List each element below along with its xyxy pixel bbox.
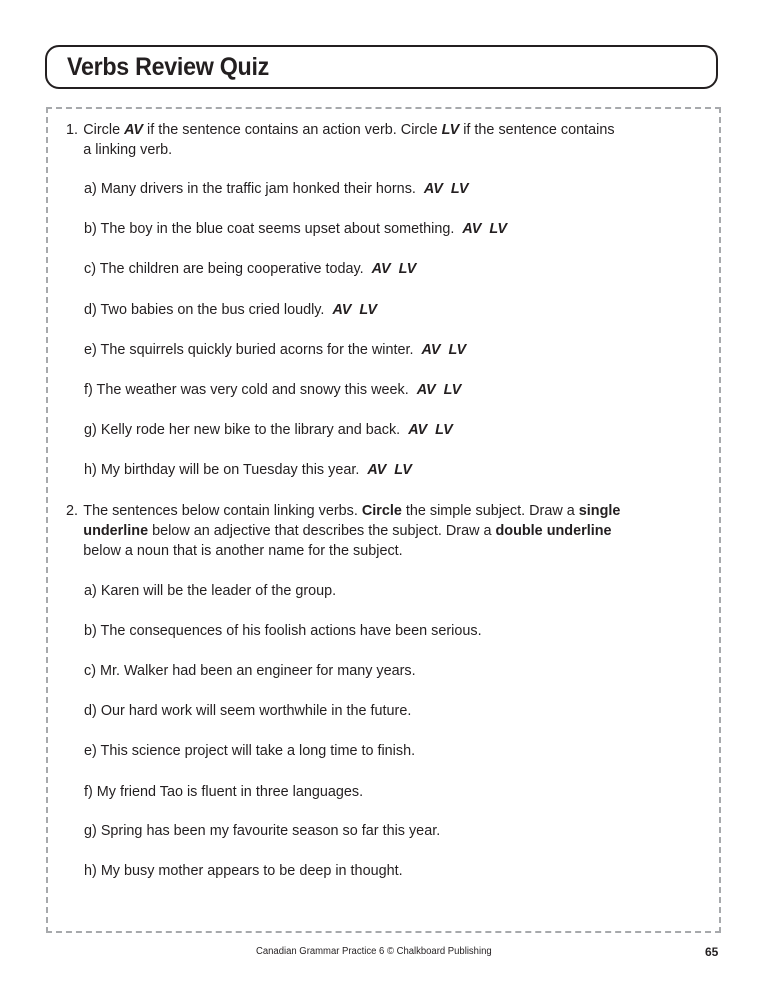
- item-label: b): [84, 220, 97, 237]
- item-sentence: The weather was very cold and snowy this week.: [96, 381, 409, 398]
- q2-item-b: [84, 621, 482, 641]
- q1-item-f: [84, 380, 461, 400]
- item-label: e): [84, 742, 97, 759]
- question-2-instructions-line2: [66, 521, 612, 541]
- item-label: f): [84, 381, 93, 398]
- item-label: c): [84, 260, 96, 277]
- item-sentence: Our hard work will seem worthwhile in the future.: [100, 702, 412, 719]
- question-1-instructions-line2: [66, 140, 172, 160]
- circle-keyword: Circle: [361, 502, 402, 519]
- item-sentence: Spring has been my favourite season so far this year.: [100, 822, 441, 839]
- q1-item-c: [84, 259, 416, 279]
- lv-keyword: LV: [441, 121, 460, 138]
- q1-item-h: [84, 460, 412, 480]
- choice-av[interactable]: AV: [462, 220, 482, 237]
- instruction-text: The sentences below contain linking verbs.: [83, 502, 362, 519]
- question-1-instructions: [66, 120, 615, 140]
- double-underline-keyword: double underline: [495, 522, 612, 539]
- item-sentence: This science project will take a long time to finish.: [100, 742, 416, 759]
- page-number: 65: [705, 945, 719, 959]
- item-label: d): [84, 301, 97, 318]
- q2-item-c: [84, 661, 416, 681]
- choice-lv[interactable]: LV: [359, 301, 378, 318]
- single-keyword: single: [578, 502, 621, 519]
- item-label: g): [84, 421, 97, 438]
- instruction-text: the simple subject. Draw a: [401, 502, 579, 519]
- q2-item-g: [84, 821, 440, 841]
- item-sentence: My friend Tao is fluent in three languages.: [96, 783, 364, 800]
- choice-av[interactable]: AV: [408, 421, 428, 438]
- question-2-instructions-line3: [66, 541, 403, 561]
- item-label: a): [84, 582, 97, 599]
- choice-av[interactable]: AV: [421, 341, 441, 358]
- choice-lv[interactable]: LV: [489, 220, 507, 237]
- item-label: g): [84, 822, 97, 839]
- q1-item-b: [84, 219, 507, 239]
- item-sentence: Many drivers in the traffic jam honked their horns.: [100, 180, 416, 197]
- item-sentence: Karen will be the leader of the group.: [100, 582, 337, 599]
- item-sentence: The children are being cooperative today.: [99, 260, 364, 277]
- choice-lv[interactable]: LV: [450, 180, 469, 197]
- title-box: [45, 45, 718, 89]
- choice-av[interactable]: AV: [332, 301, 352, 318]
- q2-item-e: [84, 741, 415, 761]
- instruction-text: Circle: [83, 121, 125, 138]
- item-sentence: The consequences of his foolish actions have been serious.: [100, 622, 482, 639]
- item-label: b): [84, 622, 97, 639]
- item-sentence: Mr. Walker had been an engineer for many years.: [100, 662, 416, 679]
- item-label: a): [84, 180, 97, 197]
- item-label: f): [84, 783, 93, 800]
- question-number: 1.: [66, 121, 79, 138]
- choice-lv[interactable]: LV: [448, 341, 467, 358]
- q2-item-a: [84, 581, 336, 601]
- av-keyword: AV: [124, 121, 144, 138]
- instruction-text: below an adjective that describes the subject. Draw a: [148, 522, 496, 539]
- choice-lv[interactable]: LV: [435, 421, 453, 438]
- item-sentence: My birthday will be on Tuesday this year.: [100, 461, 360, 478]
- item-label: c): [84, 662, 96, 679]
- page-title: Verbs Review Quiz: [67, 53, 270, 81]
- q1-item-d: [84, 300, 377, 320]
- question-number: 2.: [66, 502, 79, 519]
- q1-item-g: [84, 420, 453, 440]
- choice-av[interactable]: AV: [423, 180, 443, 197]
- item-sentence: My busy mother appears to be deep in thought.: [100, 862, 403, 879]
- choice-lv[interactable]: LV: [398, 260, 417, 277]
- choice-av[interactable]: AV: [367, 461, 387, 478]
- choice-av[interactable]: AV: [371, 260, 391, 277]
- instruction-text: a linking verb.: [83, 141, 173, 158]
- footer-credit: Canadian Grammar Practice 6 © Chalkboard Publishing: [256, 946, 492, 957]
- instruction-text: if the sentence contains an action verb. Circle: [143, 121, 442, 138]
- item-sentence: The boy in the blue coat seems upset about something.: [100, 220, 455, 237]
- item-label: h): [84, 461, 97, 478]
- q1-item-a: [84, 179, 468, 199]
- item-sentence: Kelly rode her new bike to the library and back.: [100, 421, 401, 438]
- item-label: e): [84, 341, 97, 358]
- item-sentence: The squirrels quickly buried acorns for the winter.: [100, 341, 414, 358]
- item-label: d): [84, 702, 97, 719]
- choice-lv[interactable]: LV: [394, 461, 412, 478]
- q1-item-e: [84, 340, 466, 360]
- q2-item-h: [84, 861, 403, 881]
- item-label: h): [84, 862, 97, 879]
- choice-lv[interactable]: LV: [443, 381, 462, 398]
- q2-item-d: [84, 701, 411, 721]
- q2-item-f: [84, 782, 363, 802]
- item-sentence: Two babies on the bus cried loudly.: [100, 301, 325, 318]
- choice-av[interactable]: AV: [416, 381, 436, 398]
- instruction-text: below a noun that is another name for the subject.: [83, 542, 403, 559]
- underline-keyword: underline: [83, 522, 149, 539]
- instruction-text: if the sentence contains: [459, 121, 615, 138]
- question-2-instructions: [66, 501, 620, 521]
